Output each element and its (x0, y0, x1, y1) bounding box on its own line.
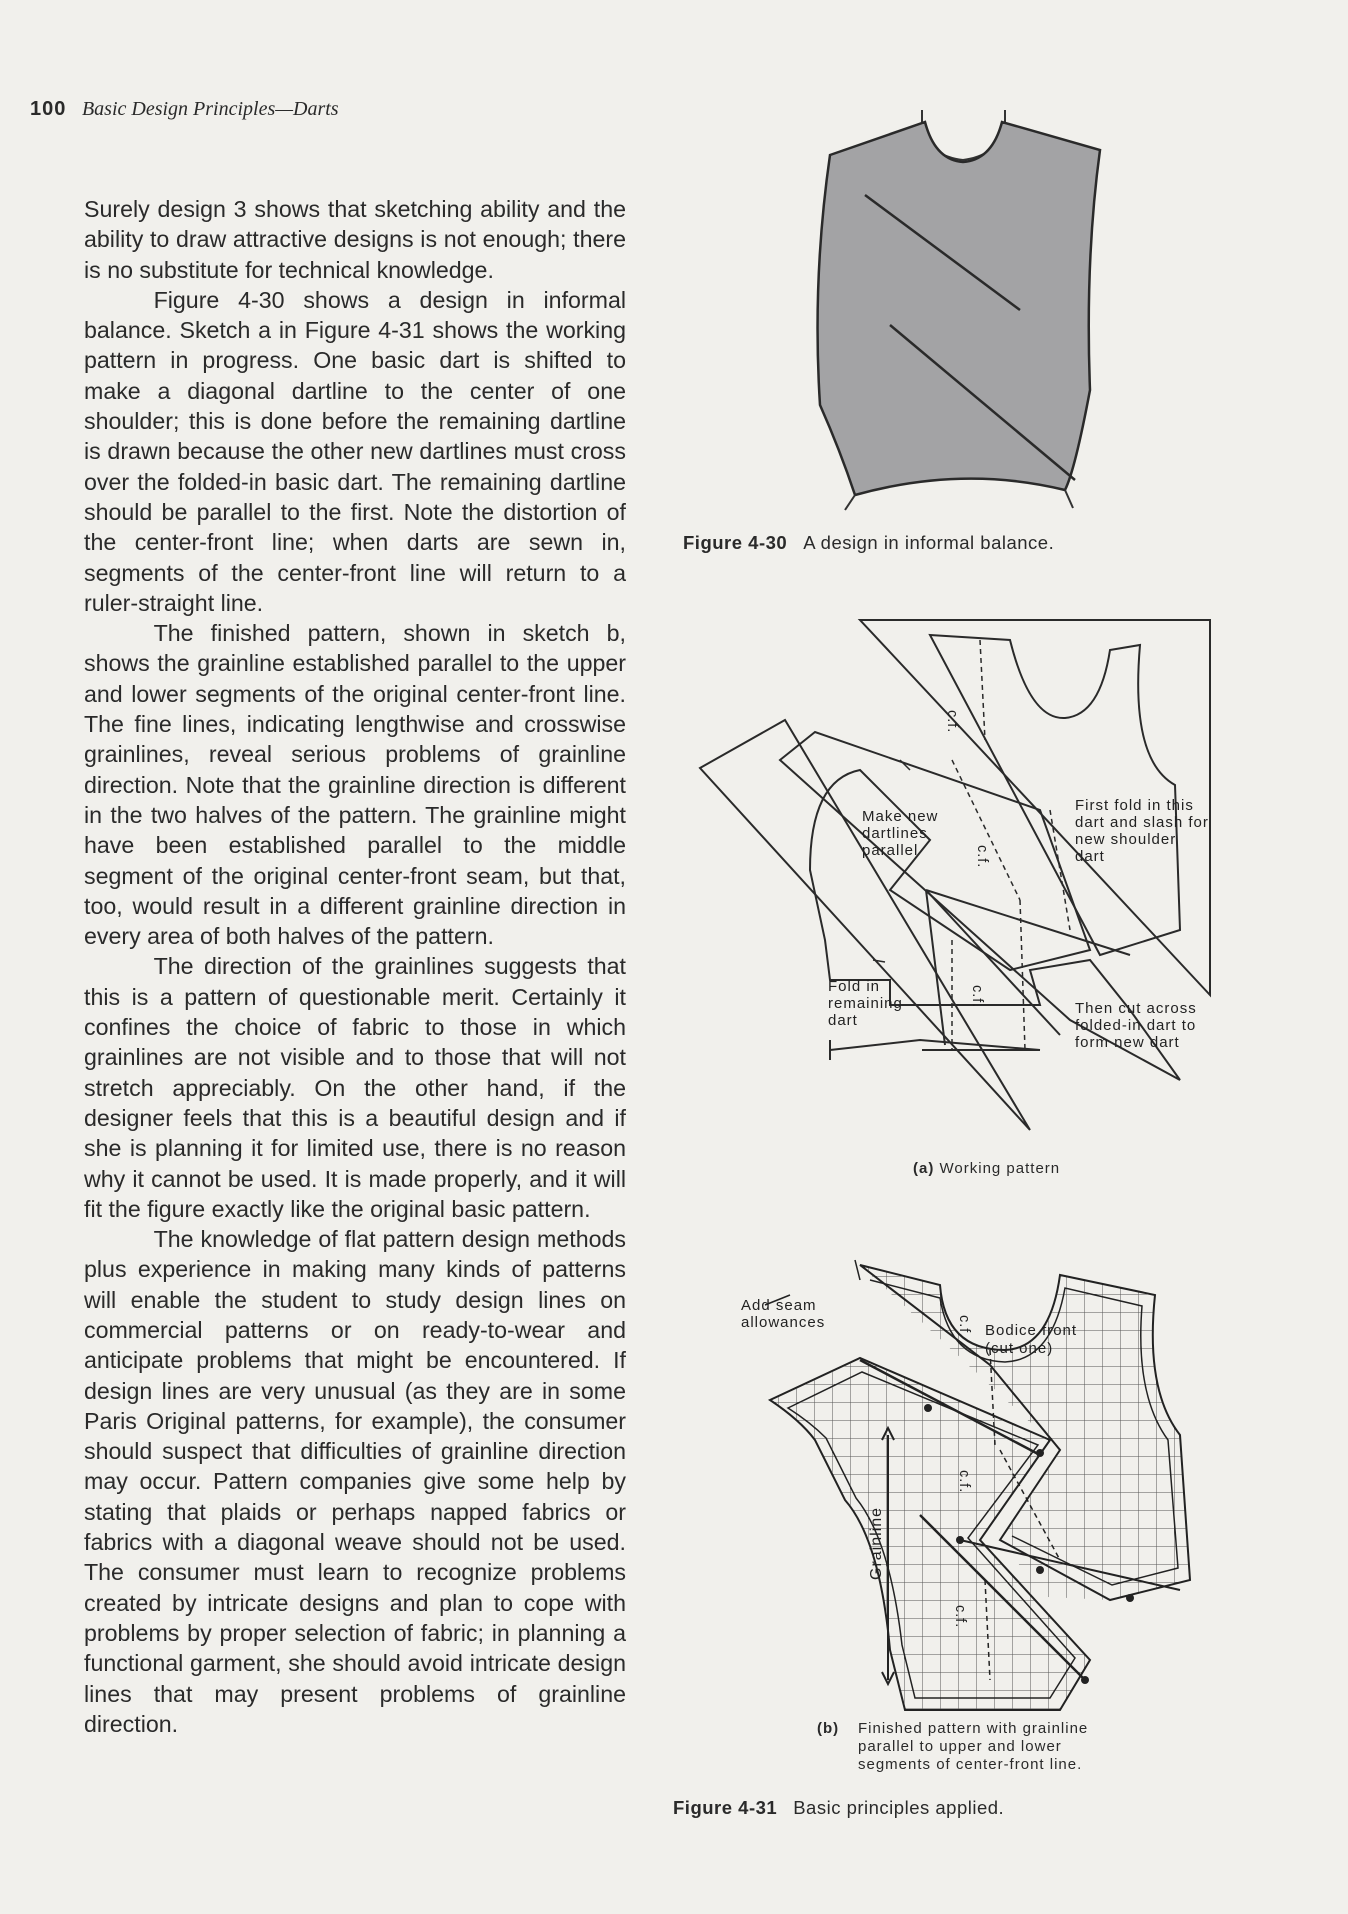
figure-4-31-caption-text: Basic principles applied. (793, 1797, 1005, 1818)
paragraph: Figure 4-30 shows a design in informal balance. Sketch a in Figure 4-31 shows the working pattern in progress. One basic dart is shifted to make a diagonal dartline to the center of one shoulder; this is done before the remaining dartline is drawn because the other new dartlines must cross over the folded-in basic dart. The remaining dartline should be parallel to the first. Note the distortion of the center-front line; when darts are sewn in, segments of the center-front line will return to a ruler-straight line. (84, 286, 626, 616)
grainline-label: Grainline (868, 1506, 885, 1580)
subfigure-b-text (858, 1720, 1088, 1774)
annotation-add-seam-allowances: Add seam allowances (741, 1297, 826, 1331)
subfigure-b-line-3: segments of center-front line. (858, 1756, 1083, 1773)
annotation-bodice-front: Bodice front (985, 1322, 1078, 1339)
cf-label-a-low: c.f. (969, 985, 985, 1009)
subfigure-a-letter: (a) (913, 1160, 935, 1177)
figure-4-31-label: Figure 4-31 (673, 1797, 778, 1818)
figure-4-30-caption (683, 532, 1054, 554)
subfigure-b-line-1: Finished pattern with grainline (858, 1720, 1089, 1737)
cf-label-a-top: c.f. (944, 710, 960, 734)
cf-label-b-mid: c.f. (956, 1470, 972, 1494)
page-number: 100 (30, 98, 67, 120)
subfigure-b-line-2: parallel to upper and lower (858, 1738, 1062, 1755)
body-text (84, 194, 626, 1739)
subfigure-b-caption (817, 1720, 839, 1737)
cf-label-a-mid: c.f. (974, 845, 990, 869)
annotation-fold-remaining: Fold in remaining dart (828, 978, 903, 1029)
paragraph: Surely design 3 shows that sketching ability and the ability to draw attractive designs is not enough; there is no substitute for technical knowledge. (84, 196, 626, 283)
figure-4-30-caption-text: A design in informal balance. (803, 532, 1055, 553)
running-header (30, 98, 339, 121)
cf-label-b-top: c.f. (956, 1315, 972, 1339)
subfigure-a-caption (913, 1160, 1060, 1177)
paragraph: The finished pattern, shown in sketch b, shows the grainline established parallel to the upper and lower segments of the original center-front line. The fine lines, indicating lengthwise and crosswise grainlines, reveal serious problems of grainline direction. Note that the grainline direction is different in the two halves of the pattern. The grainline might have been established parallel to the middle segment of the original center-front seam, but that, too, would result in a different grainline direction in every area of both halves of the pattern. (84, 620, 626, 950)
paragraph: The direction of the grainlines suggests that this is a pattern of questionable merit. Certainly it confines the choice of fabric to those in which grainlines are not visible and to those that will not stretch appreciably. On the other hand, if the designer feels that this is a beautiful design and if she is planning it for limited use, there is no reason why it cannot be used. It is made properly, and it will fit the figure exactly like the original basic pattern. (84, 953, 626, 1222)
annotation-cut-one: (cut one) (985, 1340, 1054, 1357)
figure-4-31a-working-pattern (690, 610, 1220, 1140)
paragraph: The knowledge of flat pattern design methods plus experience in making many kinds of patterns will enable the student to study design lines on commercial patterns or on ready-to-wear and anticipate problems that might be encountered. If design lines are very unusual (as they are in some Paris Original patterns, for example), the consumer should suspect that difficulties of grainline direction may occur. Pattern companies give some help by stating that plaids or perhaps napped fabrics or fabrics with a diagonal weave should not be used. The consumer must learn to recognize problems created by intricate designs and plan to cope with problems by proper selection of fabric; in planning a functional garment, she should avoid intricate design lines that may present problems of grainline direction. (84, 1226, 626, 1737)
subfigure-a-text: Working pattern (939, 1160, 1061, 1177)
annotation-then-cut: Then cut across folded-in dart to form new dart (1075, 1000, 1197, 1051)
annotation-make-new-dartlines: Make new dartlines parallel (862, 808, 939, 859)
cf-label-b-low: c.f. (952, 1605, 968, 1629)
running-title: Basic Design Principles—Darts (81, 98, 339, 120)
subfigure-b-letter: (b) (817, 1720, 840, 1737)
figure-4-30-label: Figure 4-30 (683, 532, 788, 553)
figure-4-30-bodice-illustration (680, 100, 1100, 520)
figure-4-31-caption (673, 1797, 1004, 1819)
annotation-first-fold: First fold in this dart and slash for new shoulder dart (1075, 797, 1209, 865)
